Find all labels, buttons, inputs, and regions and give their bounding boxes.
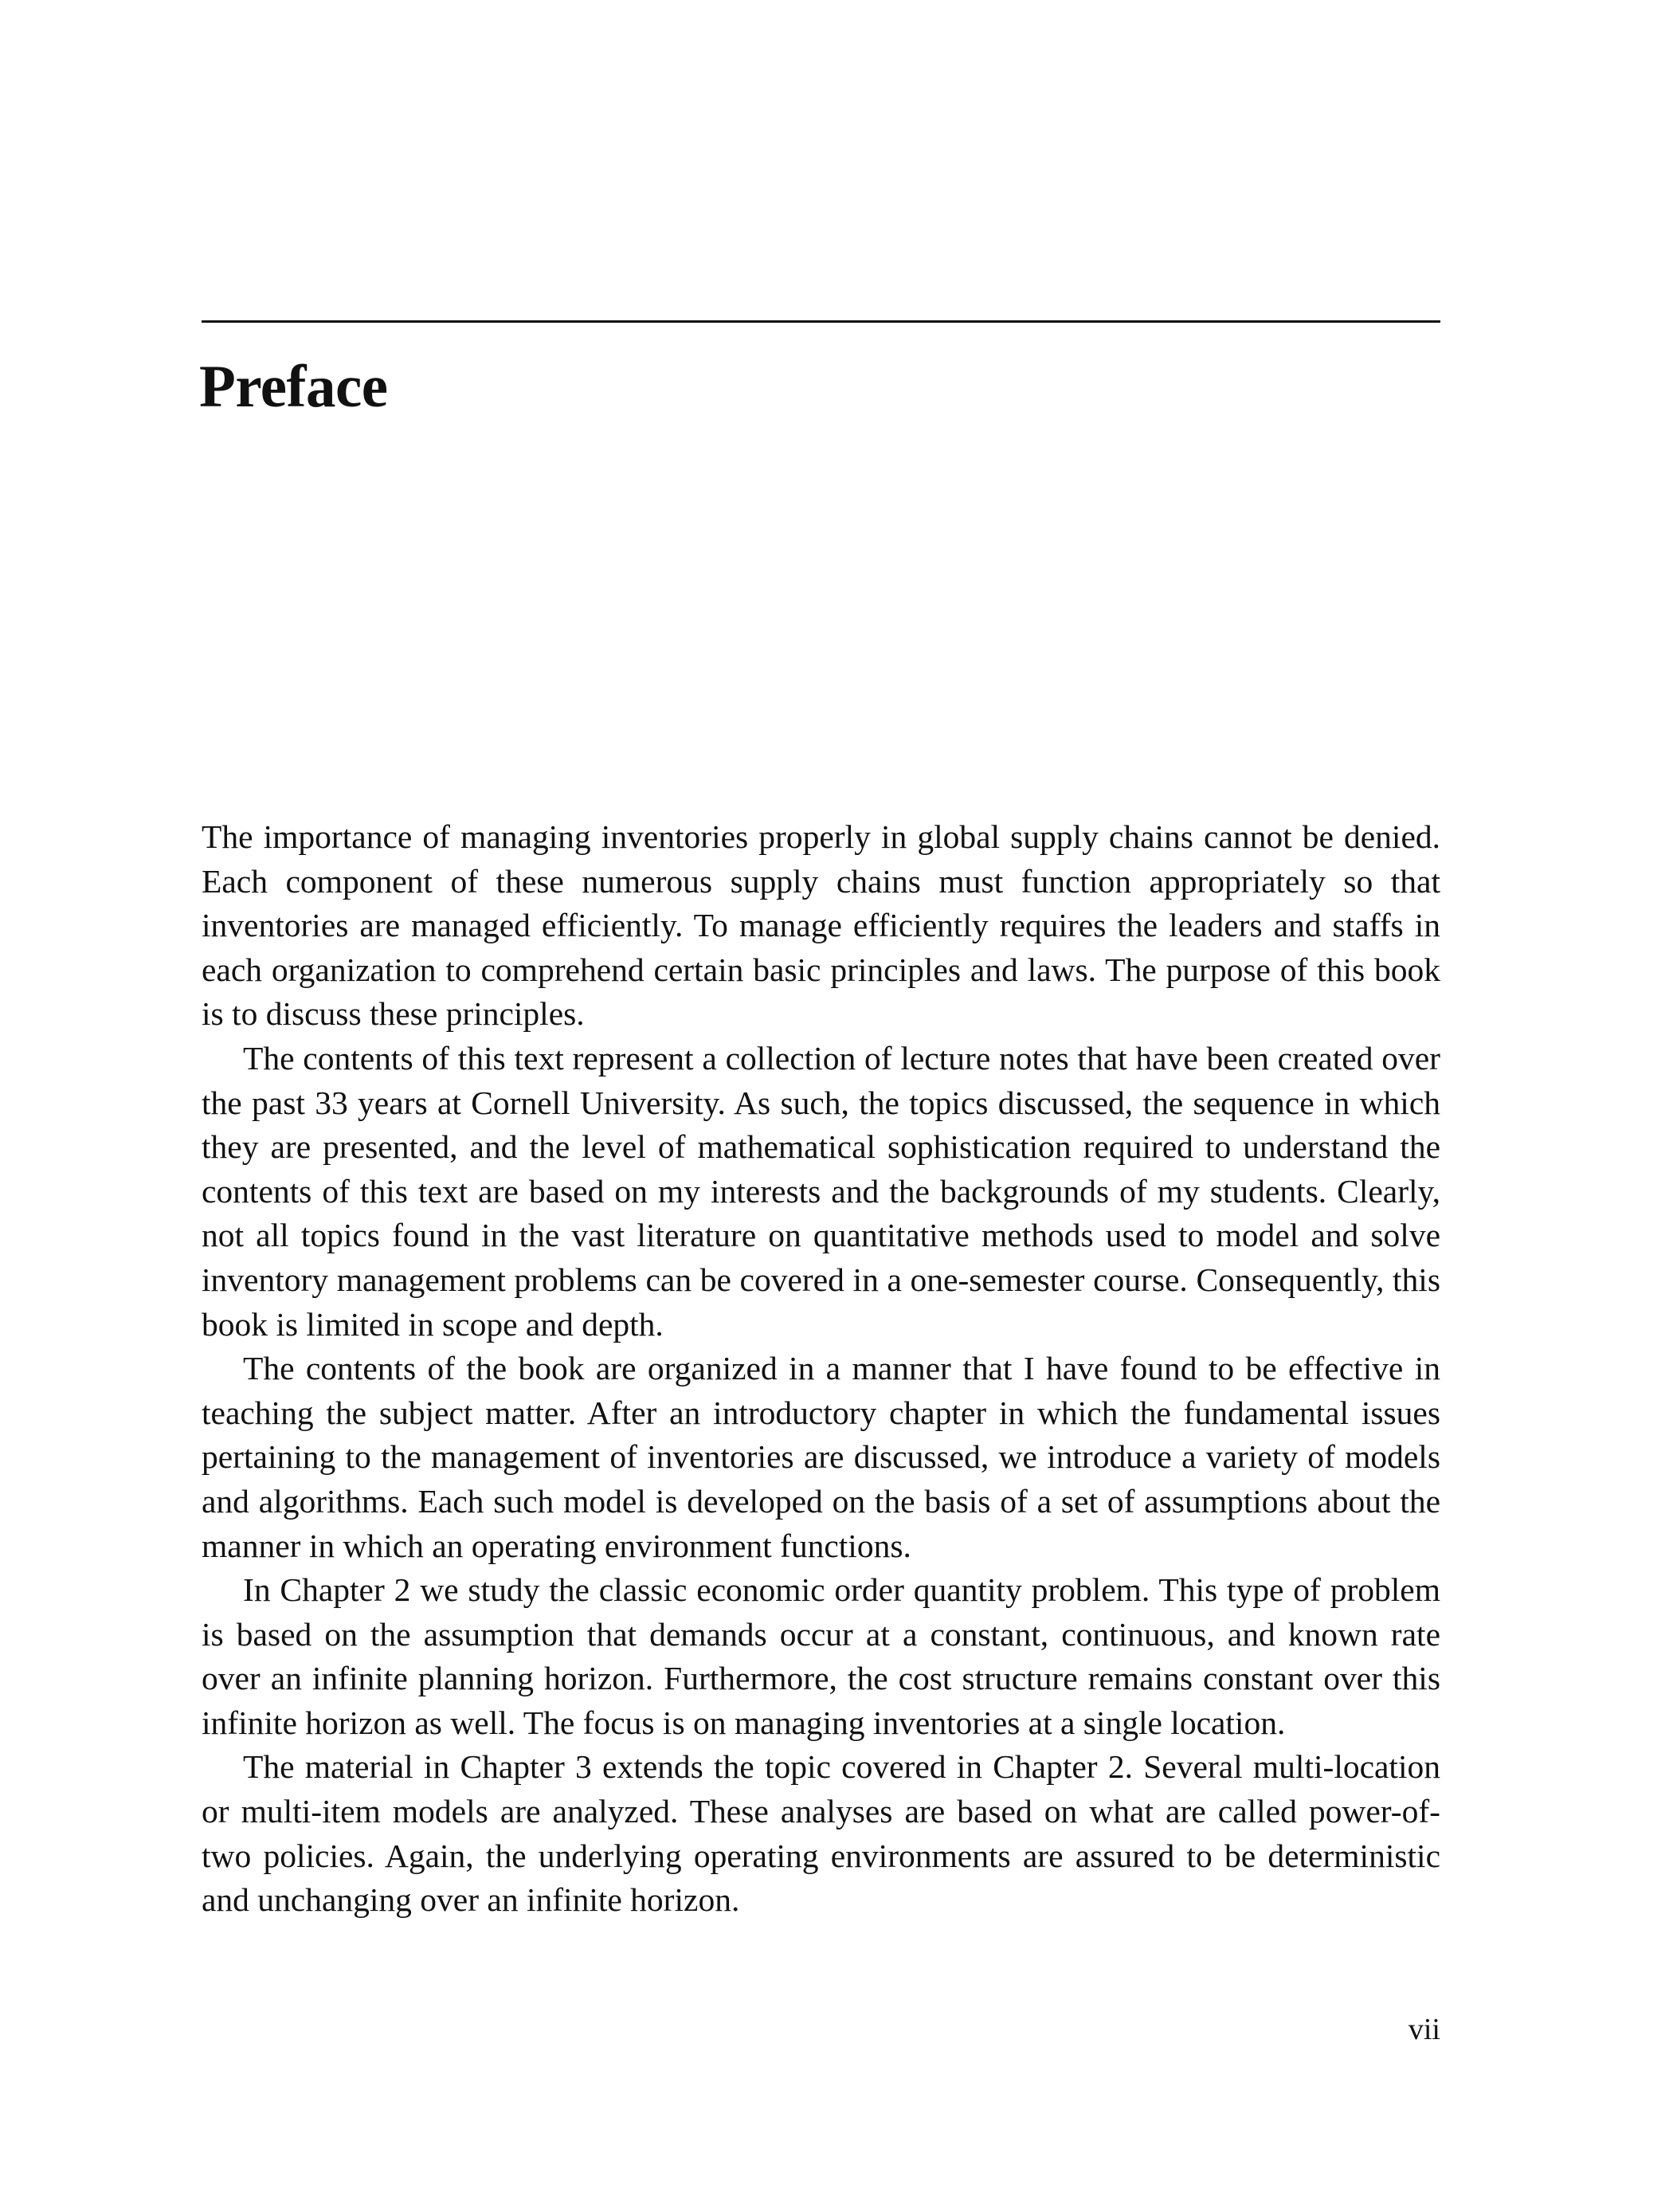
paragraph-1: The importance of managing inventories properly in global supply chains cannot be denied. Each component of these numerous supply chains must function appropriately so that inventories are managed efficiently. To manage efficiently requires the leaders and staffs in each organization to comprehend certain basic principles and laws. The purpose of this book is to discuss these principles.	[202, 818, 1440, 1033]
preface-body	[202, 815, 1440, 1923]
paragraph-4: In Chapter 2 we study the classic economic order quantity problem. This type of problem is based on the assumption that demands occur at a constant, continuous, and known rate over an infinite planning horizon. Furthermore, the cost structure remains constant over this infinite horizon as well. The focus is on managing inventories at a single location.	[202, 1571, 1440, 1741]
paragraph-3: The contents of the book are organized in a manner that I have found to be effective in teaching the subject matter. After an introductory chapter in which the fundamental issues pertaining to the management of inventories are discussed, we introduce a variety of models and algorithms. Each such model is developed on the basis of a set of assumptions about the manner in which an operating environment functions.	[202, 1350, 1440, 1564]
paragraph-5: The material in Chapter 3 extends the topic covered in Chapter 2. Several multi-location or multi-item models are analyzed. These analyses are based on what are called power-of-two policies. Again, the underlying operating environments are assured to be deterministic and unchanging over an infinite horizon.	[202, 1748, 1440, 1919]
page-number: vii	[1408, 2013, 1440, 2046]
page-title: Preface	[199, 354, 388, 420]
paragraph-2: The contents of this text represent a collection of lecture notes that have been created over the past 33 years at Cornell University. As such, the topics discussed, the sequence in which they are presented, and the level of mathematical sophistication required to understand the contents of this text are based on my interests and the backgrounds of my students. Clearly, not all topics found in the vast literature on quantitative methods used to model and solve inventory management problems can be covered in a one-semester course. Consequently, this book is limited in scope and depth.	[202, 1039, 1440, 1343]
title-rule	[202, 320, 1440, 323]
